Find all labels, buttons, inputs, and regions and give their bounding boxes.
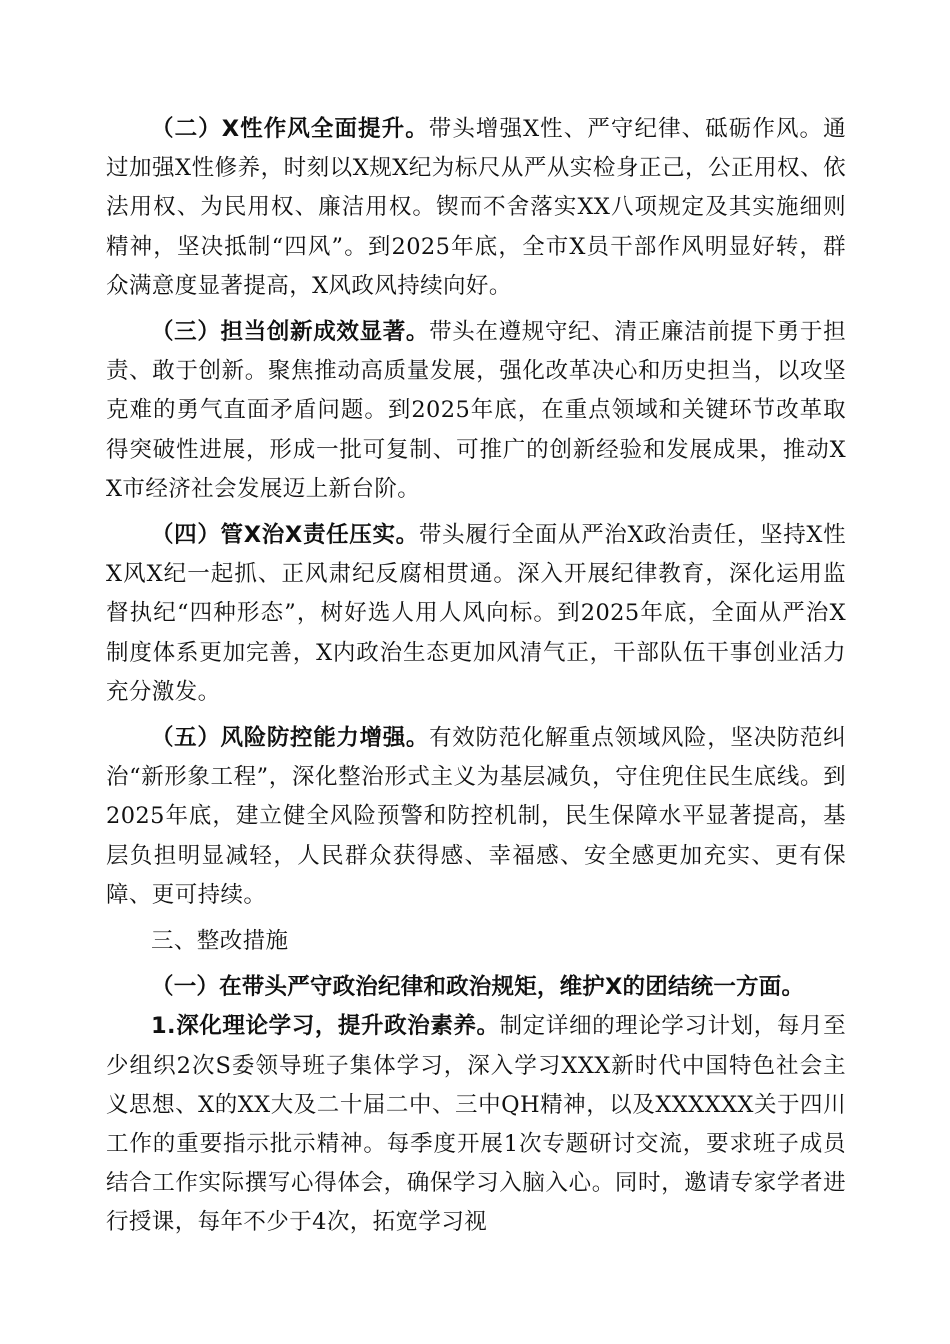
paragraph-lead: （五）风险防控能力增强。: [151, 725, 430, 752]
paragraph-style-improvement: [106, 110, 846, 306]
paragraph-theory-study: [106, 1007, 846, 1242]
section-heading: 三、整改措施: [151, 928, 289, 955]
document-page: [106, 110, 846, 1243]
paragraph-lead: （二）X性作风全面提升。: [151, 116, 429, 142]
subsection-heading: （一）在带头严守政治纪律和政治规矩，维护X的团结统一方面。: [151, 974, 805, 1001]
paragraph-risk-control: [106, 719, 846, 915]
paragraph-body: 带头履行全面从严治X政治责任，坚持X性X风X纪一起抓、正风肃纪反腐相贯通。深入开展纪律教育，深化运用监督执纪“四种形态”，树好选人用人风向标。到2025年底，全面从严治X制度体系更加完善，X内政治生态更加风清气正，干部队伍干事创业活力充分激发。: [106, 522, 846, 705]
paragraph-innovation: [106, 313, 846, 509]
paragraph-body: 带头在遵规守纪、清正廉洁前提下勇于担责、敢于创新。聚焦推动高质量发展，强化改革决心和历史担当，以攻坚克难的勇气直面矛盾问题。到2025年底，在重点领域和关键环节改革取得突破性进展，形成一批可复制、可推广的创新经验和发展成果，推动XX市经济社会发展迈上新台阶。: [106, 319, 846, 502]
paragraph-body: 制定详细的理论学习计划，每月至少组织2次S委领导班子集体学习，深入学习XXX新时代中国特色社会主义思想、X的XX大及二十届二中、三中QH精神，以及XXXXXX关于四川工作的重要指示批示精神。每季度开展1次专题研讨交流，要求班子成员结合工作实际撰写心得体会，确保学习入脑入心。同时，邀请专家学者进行授课，每年不少于4次，拓宽学习视: [106, 1013, 846, 1236]
paragraph-body: 有效防范化解重点领域风险，坚决防范纠治“新形象工程”，深化整治形式主义为基层减负，守住兜住民生底线。到2025年底，建立健全风险预警和防控机制，民生保障水平显著提高，基层负担明显减轻，人民群众获得感、幸福感、安全感更加充实、更有保障、更可持续。: [106, 725, 846, 908]
paragraph-lead: 1.深化理论学习，提升政治素养。: [151, 1013, 500, 1040]
paragraph-lead: （三）担当创新成效显著。: [151, 319, 430, 346]
paragraph-body: 带头增强X性、严守纪律、砥砺作风。通过加强X性修养，时刻以X规X纪为标尺从严从实检身正己，公正用权、依法用权、为民用权、廉洁用权。锲而不舍落实XX八项规定及其实施细则精神，坚决抵制“四风”。到2025年底，全市X员干部作风明显好转，群众满意度显著提高，X风政风持续向好。: [106, 116, 847, 299]
paragraph-lead: （四）管X治X责任压实。: [151, 522, 419, 549]
paragraph-responsibility: [106, 516, 846, 712]
